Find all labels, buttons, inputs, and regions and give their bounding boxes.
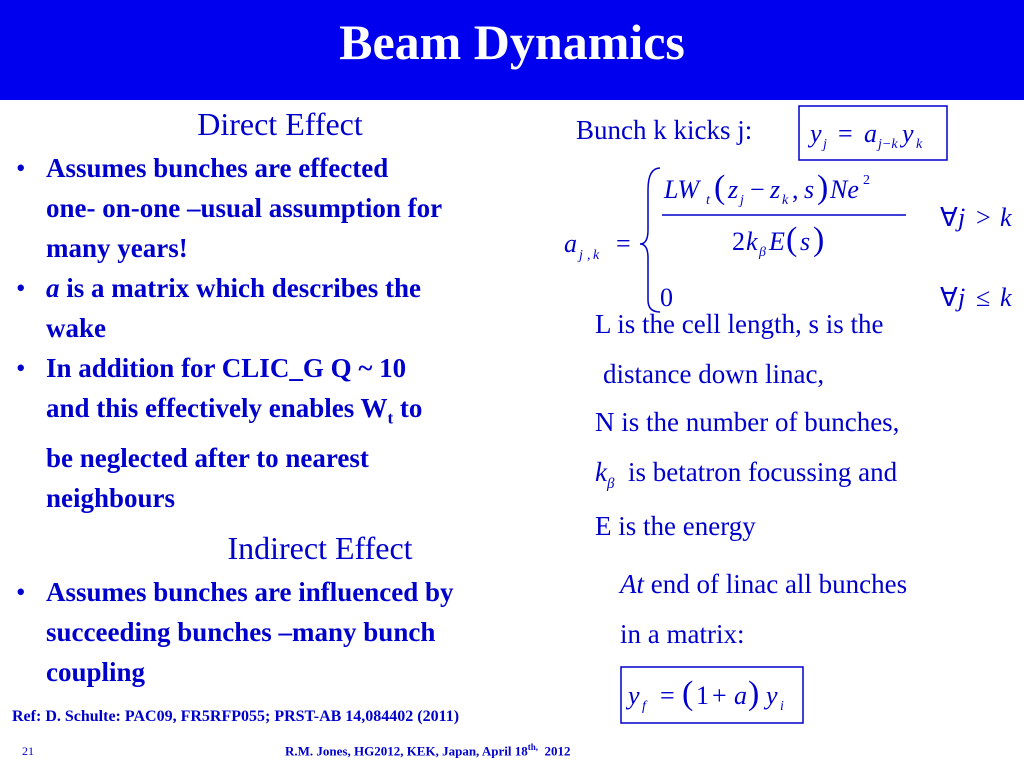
svg-text:Ne: Ne — [830, 175, 859, 204]
svg-text:j: j — [958, 203, 966, 232]
svg-text:s: s — [804, 175, 815, 204]
svg-text:j−k: j−k — [878, 137, 898, 152]
svg-text:j: j — [958, 283, 966, 312]
svg-text:=: = — [616, 229, 631, 258]
svg-text:2: 2 — [863, 173, 870, 188]
svg-text:β: β — [759, 245, 766, 260]
svg-text:1: 1 — [696, 681, 709, 710]
kick-equation — [798, 105, 950, 163]
svg-text:k: k — [593, 248, 600, 263]
svg-text:≤: ≤ — [976, 283, 991, 312]
bullet-item: • In addition for CLIC_G Q ~ 10 and this effectively enables $W_t$ to be neglected after to nearest neighbours — [8, 348, 568, 518]
svg-text:f: f — [642, 699, 646, 714]
svg-text:j: j — [579, 248, 583, 263]
direct-effect-list — [8, 148, 568, 518]
svg-text:j: j — [823, 137, 827, 152]
svg-text:LW: LW — [664, 175, 700, 204]
svg-text:+: + — [712, 681, 727, 710]
direct-effect-heading: Direct Effect — [197, 106, 363, 142]
svg-text:∀: ∀ — [940, 203, 958, 232]
bullet-dot-icon: • — [16, 577, 26, 607]
end-line-2: in a matrix: — [620, 619, 745, 649]
indirect-effect-heading: Indirect Effect — [227, 530, 413, 566]
svg-text:y: y — [628, 681, 640, 710]
svg-text:s: s — [800, 227, 811, 256]
final-equation — [620, 666, 806, 726]
svg-text:): ) — [813, 221, 825, 258]
kick-label: Bunch k kicks j: — [576, 115, 753, 145]
svg-text:,: , — [792, 175, 799, 204]
bullet-item: • Assumes bunches are effected one- on-one –usual assumption for many years! — [8, 148, 568, 268]
page-number: 21 — [22, 744, 34, 758]
bullet-item: • a is a matrix which describes the wake — [8, 268, 568, 348]
svg-text:): ) — [748, 675, 760, 712]
svg-text:∀: ∀ — [940, 283, 958, 312]
svg-text:j: j — [740, 193, 744, 208]
bullet-item: • Assumes bunches are influenced by succeeding bunches –many bunch coupling — [8, 572, 573, 692]
svg-text:2: 2 — [732, 227, 745, 256]
svg-text:z: z — [770, 175, 781, 204]
desc-line-5: E is the energy — [595, 511, 756, 541]
indirect-effect-list — [8, 572, 573, 692]
svg-text:(: ( — [682, 675, 694, 712]
footer-text: R.M. Jones, HG2012, KEK, Japan, April $18^{th,}$ 2012 — [285, 742, 571, 759]
svg-text:−: − — [750, 175, 765, 204]
bullet-dot-icon: • — [16, 273, 26, 303]
svg-text:k: k — [916, 137, 923, 152]
svg-text:a: a — [734, 681, 747, 710]
desc-line-4: $k_\beta$ is betatron focussing and — [595, 457, 898, 492]
svg-text:): ) — [817, 169, 829, 206]
svg-text:,: , — [587, 248, 591, 263]
svg-text:y: y — [766, 681, 778, 710]
svg-text:=: = — [660, 681, 675, 710]
svg-text:a: a — [864, 119, 877, 148]
svg-text:k: k — [1000, 203, 1012, 232]
bullet-dot-icon: • — [16, 353, 26, 383]
svg-text:y: y — [810, 119, 822, 148]
svg-text:(: ( — [786, 221, 798, 258]
svg-text:t: t — [706, 193, 710, 208]
svg-text:k: k — [1000, 283, 1012, 312]
wake-matrix-equation — [560, 160, 1024, 315]
svg-text:k: k — [746, 227, 758, 256]
svg-text:(: ( — [714, 169, 726, 206]
svg-text:z: z — [728, 175, 739, 204]
svg-text:0: 0 — [660, 283, 673, 312]
svg-text:E: E — [769, 227, 785, 256]
slide-title: Beam Dynamics — [339, 14, 685, 70]
svg-text:>: > — [976, 203, 991, 232]
end-line-1: At end of linac all bunches — [620, 569, 908, 599]
svg-text:a: a — [564, 229, 577, 258]
desc-line-2: distance down linac, — [603, 359, 825, 389]
bullet-dot-icon: • — [16, 153, 26, 183]
svg-text:=: = — [838, 119, 853, 148]
reference-note: Ref: D. Schulte: PAC09, FR5RFP055; PRST-AB 14,084402 (2011) — [12, 708, 460, 725]
desc-line-3: N is the number of bunches, — [595, 407, 900, 437]
svg-text:y: y — [902, 119, 914, 148]
svg-text:k: k — [782, 193, 789, 208]
svg-text:i: i — [780, 699, 784, 714]
desc-line-1: L is the cell length, s is the — [595, 309, 884, 339]
